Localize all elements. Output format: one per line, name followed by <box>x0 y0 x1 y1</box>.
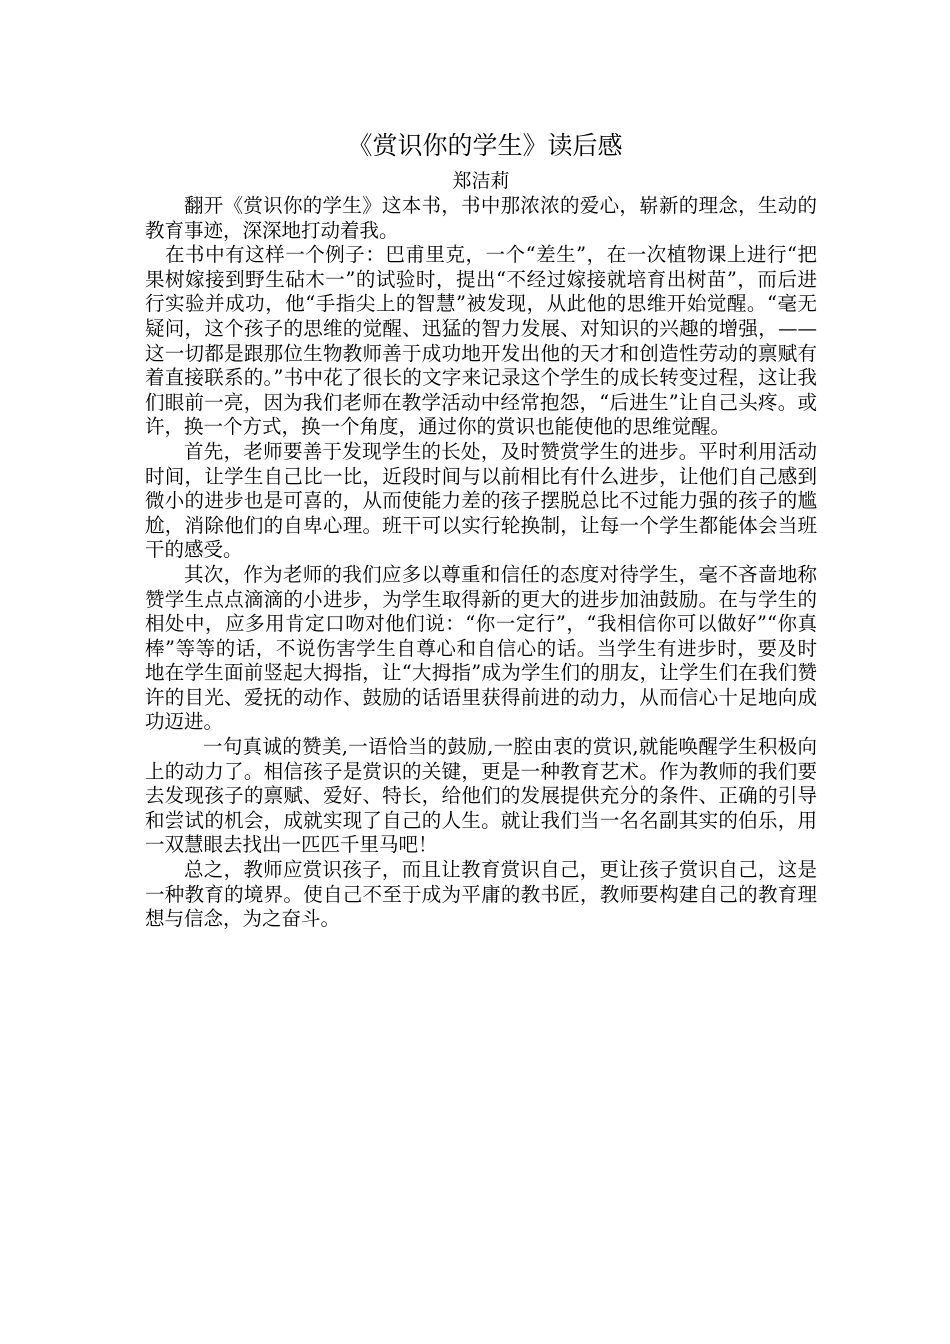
paragraph-second: 其次，作为老师的我们应多以尊重和信任的态度对待学生，毫不吝啬地称赞学生点点滴滴的小进步，为学生取得新的更大的进步加油鼓励。在与学生的相处中，应多用肯定口吻对他们说：“你一定行”，“我相信你可以做好”“你真棒”等等的话，不说伤害学生自尊心和自信心的话。当学生有进步时，要及时地在学生面前竖起大拇指，让“大拇指”成为学生们的朋友，让学生们在我们赞许的目光、爱抚的动作、鼓励的话语里获得前进的动力，从而信心十足地向成功迈进。 <box>145 562 817 734</box>
paragraph-first: 首先，老师要善于发现学生的长处，及时赞赏学生的进步。平时利用活动时间，让学生自己比一比，近段时间与以前相比有什么进步，让他们自己感到微小的进步也是可喜的，从而使能力差的孩子摆脱总比不过能力强的孩子的尴尬，消除他们的自卑心理。班干可以实行轮换制，让每一个学生都能体会当班干的感受。 <box>145 439 817 562</box>
paragraph-example: 在书中有这样一个例子：巴甫里克，一个“差生”，在一次植物课上进行“把果树嫁接到野生砧木一”的试验时，提出“不经过嫁接就培育出树苗”，而后进行实验并成功，他“手指尖上的智慧”被发现，从此他的思维开始觉醒。“毫无疑问，这个孩子的思维的觉醒、迅猛的智力发展、对知识的兴趣的增强，——这一切都是跟那位生物教师善于成功地开发出他的天才和创造性劳动的禀赋有着直接联系的。”书中花了很长的文字来记录这个学生的成长转变过程，这让我们眼前一亮，因为我们老师在教学活动中经常抱怨，“后进生”让自己头疼。或许，换一个方式，换一个角度，通过你的赏识也能使他的思维觉醒。 <box>145 243 817 439</box>
document-author: 郑洁莉 <box>452 170 510 192</box>
paragraph-appreciation: 一句真诚的赞美,一语恰当的鼓励,一腔由衷的赏识,就能唤醒学生积极向上的动力了。相信孩子是赏识的关键，更是一种教育艺术。作为教师的我们要去发现孩子的禀赋、爱好、特长，给他们的发展提供充分的条件、正确的引导和尝试的机会，成就实现了自己的人生。就让我们当一名名副其实的伯乐，用一双慧眼去找出一匹匹千里马吧！ <box>145 735 817 857</box>
paragraph-intro: 翻开《赏识你的学生》这本书，书中那浓浓的爱心，崭新的理念，生动的教育事迹，深深地打动着我。 <box>145 194 817 242</box>
document-body <box>145 128 817 932</box>
document-title: 《赏识你的学生》读后感 <box>347 131 623 160</box>
paragraph-conclusion: 总之，教师应赏识孩子，而且让教育赏识自己，更让孩子赏识自己，这是一种教育的境界。使自己不至于成为平庸的教书匠，教师要构建自己的教育理想与信念，为之奋斗。 <box>145 858 817 931</box>
